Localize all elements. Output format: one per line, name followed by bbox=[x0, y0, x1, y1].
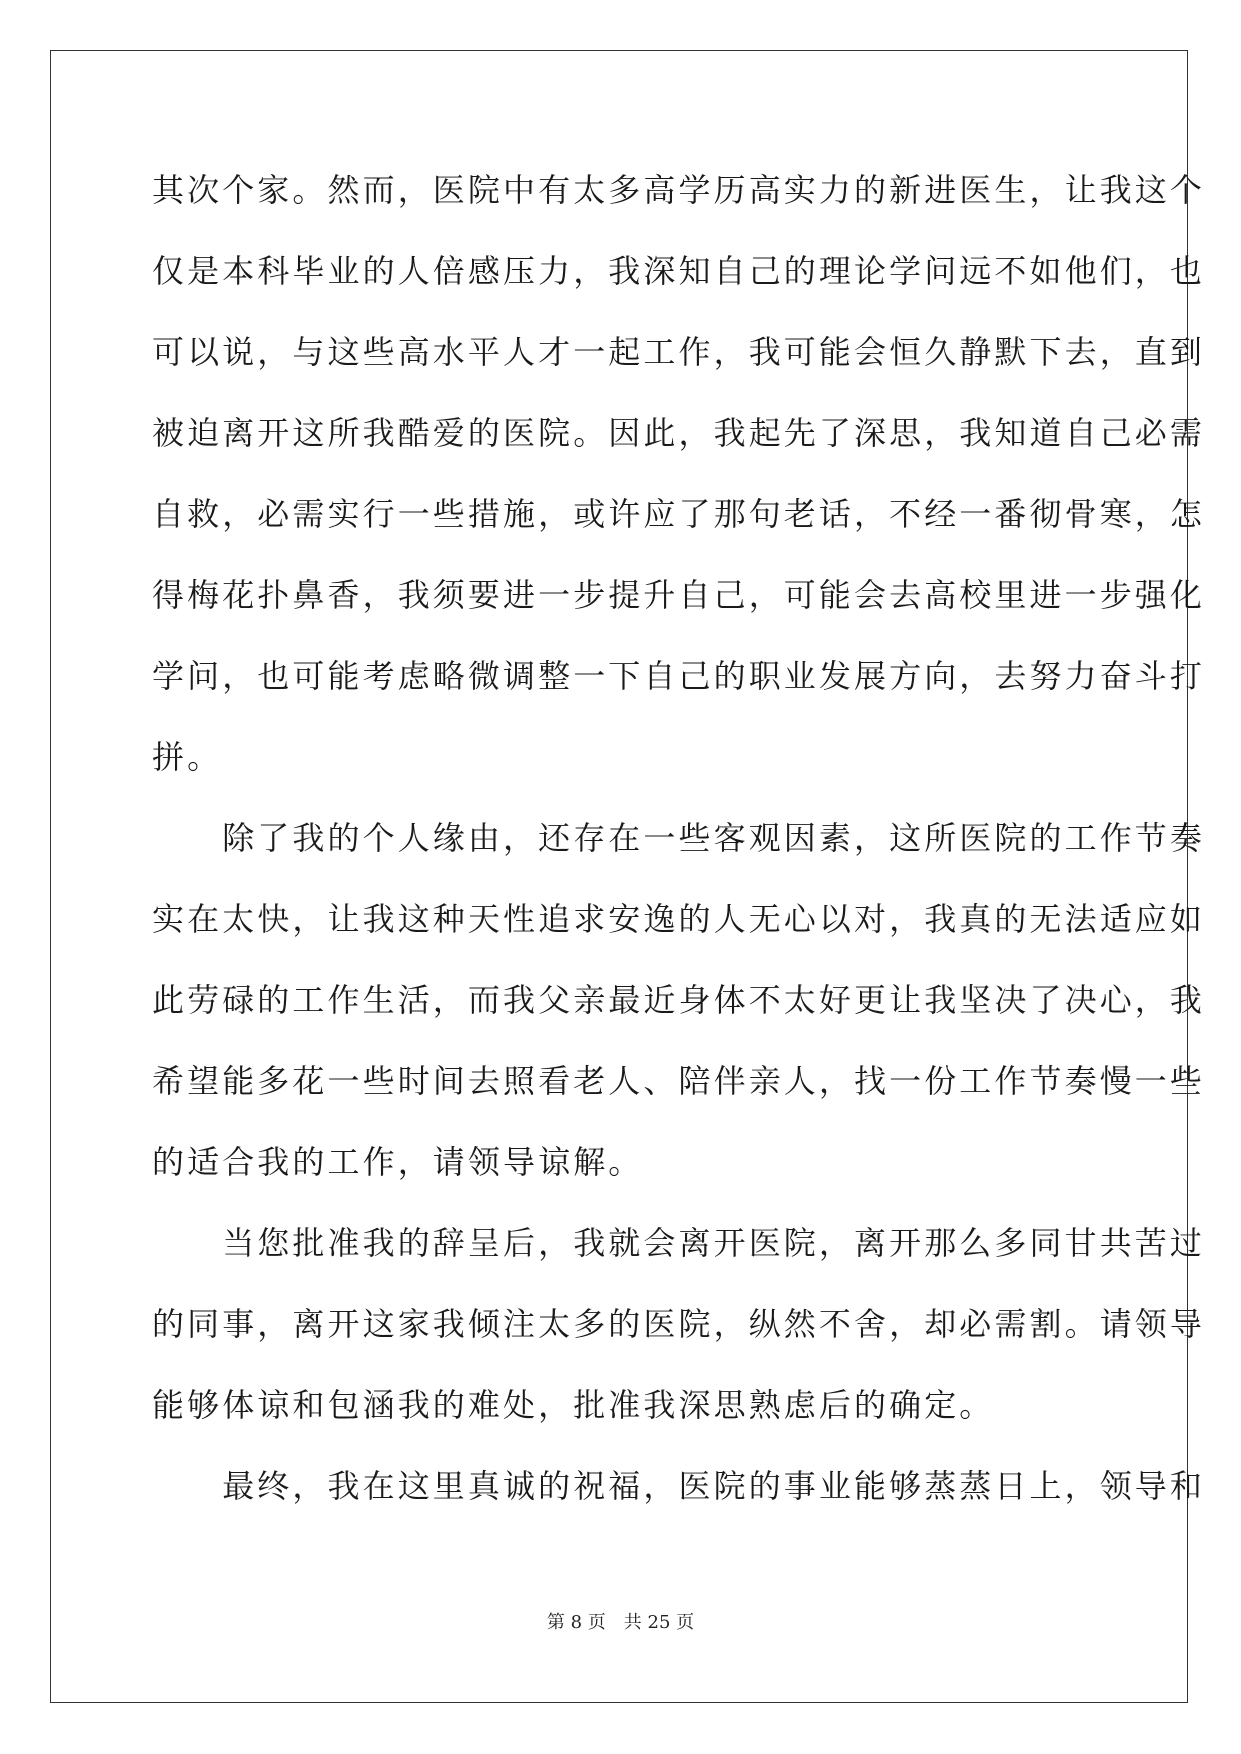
text-line: 除了我的个人缘由，还存在一些客观因素，这所医院的工作节奏 bbox=[152, 819, 1206, 857]
text-line: 最终，我在这里真诚的祝福，医院的事业能够蒸蒸日上，领导和 bbox=[152, 1467, 1206, 1505]
page-number-footer: 第 8 页 共 25 页 bbox=[546, 1612, 695, 1633]
text-line: 仅是本科毕业的人倍感压力，我深知自己的理论学问远不如他们，也 bbox=[152, 252, 1206, 290]
text-line: 能够体谅和包涵我的难处，批准我深思熟虑后的确定。 bbox=[152, 1386, 995, 1424]
text-line: 自救，必需实行一些措施，或许应了那句老话，不经一番彻骨寒，怎 bbox=[152, 495, 1206, 533]
text-line: 得梅花扑鼻香，我须要进一步提升自己，可能会去高校里进一步强化 bbox=[152, 576, 1206, 614]
text-line: 其次个家。然而，医院中有太多高学历高实力的新进医生，让我这个 bbox=[152, 171, 1206, 209]
text-line: 拼。 bbox=[152, 738, 223, 776]
text-line: 被迫离开这所我酷爱的医院。因此，我起先了深思，我知道自己必需 bbox=[152, 414, 1206, 452]
text-line: 的同事，离开这家我倾注太多的医院，纵然不舍，却必需割。请领导 bbox=[152, 1305, 1206, 1343]
text-line: 学问，也可能考虑略微调整一下自己的职业发展方向，去努力奋斗打 bbox=[152, 657, 1206, 695]
text-line: 当您批准我的辞呈后，我就会离开医院，离开那么多同甘共苦过 bbox=[152, 1224, 1206, 1262]
text-line: 可以说，与这些高水平人才一起工作，我可能会恒久静默下去，直到 bbox=[152, 333, 1206, 371]
document-body bbox=[152, 150, 1206, 1527]
text-line: 的适合我的工作，请领导谅解。 bbox=[152, 1143, 644, 1181]
text-line: 此劳碌的工作生活，而我父亲最近身体不太好更让我坚决了决心，我 bbox=[152, 981, 1206, 1019]
text-line: 实在太快，让我这种天性追求安逸的人无心以对，我真的无法适应如 bbox=[152, 900, 1206, 938]
text-line: 希望能多花一些时间去照看老人、陪伴亲人，找一份工作节奏慢一些 bbox=[152, 1062, 1206, 1100]
